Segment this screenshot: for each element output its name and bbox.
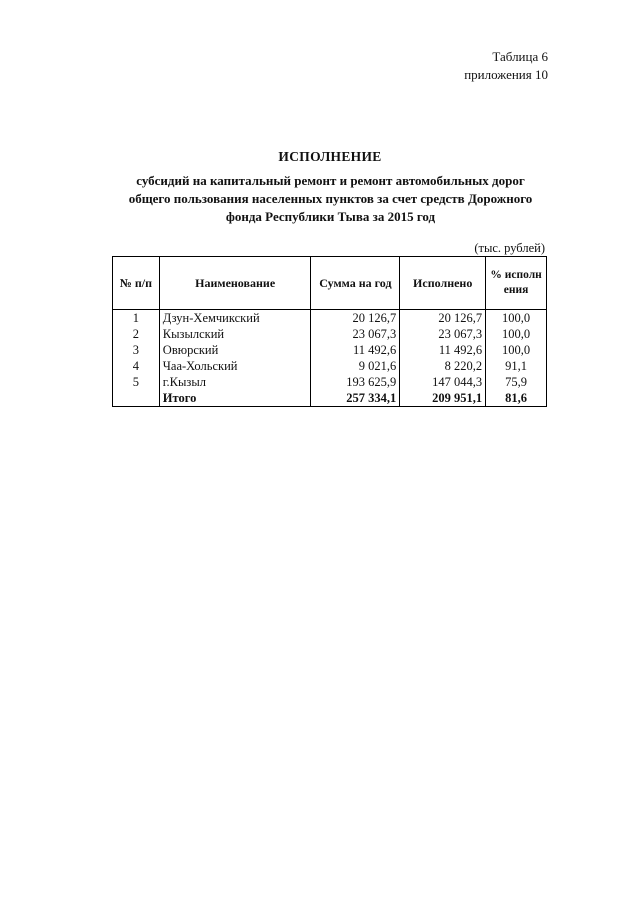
row-name: Кызылский	[159, 326, 311, 342]
table-number: Таблица 6	[492, 49, 548, 64]
total-executed: 209 951,1	[400, 390, 486, 407]
row-number: 3	[113, 342, 160, 358]
column-header-annual-sum: Сумма на год	[311, 257, 400, 310]
row-executed: 20 126,7	[400, 310, 486, 327]
row-number: 2	[113, 326, 160, 342]
subtitle-line-3: фонда Республики Тыва за 2015 год	[225, 209, 436, 224]
appendix-reference	[464, 48, 548, 84]
table-row	[113, 358, 547, 374]
row-number: 5	[113, 374, 160, 390]
total-label: Итого	[159, 390, 311, 407]
row-executed: 23 067,3	[400, 326, 486, 342]
row-annual-sum: 11 492,6	[311, 342, 400, 358]
row-name: Овюрский	[159, 342, 311, 358]
row-executed: 11 492,6	[400, 342, 486, 358]
table-row	[113, 374, 547, 390]
document-title: ИСПОЛНЕНИЕ	[278, 149, 382, 164]
table-row	[113, 326, 547, 342]
total-percent: 81,6	[486, 390, 547, 407]
total-annual-sum: 257 334,1	[311, 390, 400, 407]
row-number: 1	[113, 310, 160, 327]
row-name: Дзун-Хемчикский	[159, 310, 311, 327]
units-label: (тыс. рублей)	[474, 241, 545, 255]
row-annual-sum: 20 126,7	[311, 310, 400, 327]
row-executed: 8 220,2	[400, 358, 486, 374]
column-header-executed: Исполнено	[400, 257, 486, 310]
total-row	[113, 390, 547, 407]
row-name: Чаа-Хольский	[159, 358, 311, 374]
row-number: 4	[113, 358, 160, 374]
row-percent: 100,0	[486, 310, 547, 327]
execution-table	[112, 256, 547, 407]
document-subtitle	[113, 172, 548, 226]
row-executed: 147 044,3	[400, 374, 486, 390]
appendix-number: приложения 10	[464, 67, 548, 82]
row-name: г.Кызыл	[159, 374, 311, 390]
row-percent: 91,1	[486, 358, 547, 374]
column-header-number: № п/п	[113, 257, 160, 310]
table-row	[113, 310, 547, 327]
table-row	[113, 342, 547, 358]
subtitle-line-1: субсидий на капитальный ремонт и ремонт автомобильных дорог	[136, 173, 525, 188]
row-percent: 100,0	[486, 326, 547, 342]
row-annual-sum: 23 067,3	[311, 326, 400, 342]
column-header-percent: % исполнения	[486, 257, 547, 310]
row-annual-sum: 193 625,9	[311, 374, 400, 390]
row-percent: 100,0	[486, 342, 547, 358]
subtitle-line-2: общего пользования населенных пунктов за счет средств Дорожного	[128, 191, 533, 206]
total-number-cell	[113, 390, 160, 407]
column-header-name: Наименование	[159, 257, 311, 310]
table-header-row	[113, 257, 547, 310]
row-percent: 75,9	[486, 374, 547, 390]
row-annual-sum: 9 021,6	[311, 358, 400, 374]
